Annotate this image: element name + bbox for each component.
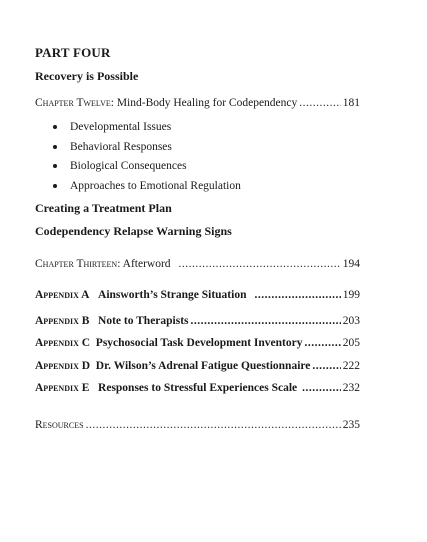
toc-entry-chapter-twelve[interactable]	[35, 96, 360, 110]
toc-entry-appendix-c[interactable]	[35, 336, 360, 350]
dot-leader	[302, 381, 341, 395]
bullet-icon	[53, 164, 57, 168]
appendix-title: Ainsworth’s Strange Situation	[98, 289, 247, 301]
page-number: 181	[342, 97, 360, 109]
toc-entry-resources[interactable]	[35, 418, 360, 432]
topic-label: Behavioral Responses	[70, 140, 172, 153]
chapter-label: Chapter Thirteen:	[35, 258, 121, 270]
dot-leader	[191, 314, 341, 328]
chapter-twelve-topics	[52, 120, 241, 199]
toc-entry-appendix-e[interactable]	[35, 381, 360, 395]
subhead-relapse-signs: Codependency Relapse Warning Signs	[35, 224, 232, 238]
dot-leader	[86, 418, 341, 432]
toc-entry-appendix-a[interactable]	[35, 288, 360, 302]
dot-leader	[254, 288, 340, 302]
dot-leader	[312, 359, 340, 373]
page-number: 194	[342, 258, 360, 270]
subhead-treatment-plan: Creating a Treatment Plan	[35, 201, 172, 215]
toc-entry-appendix-d[interactable]	[35, 359, 360, 373]
page-number: 205	[342, 337, 360, 349]
dot-leader	[179, 257, 341, 271]
list-item	[52, 120, 241, 140]
topic-label: Developmental Issues	[70, 121, 172, 133]
bullet-icon	[53, 184, 57, 188]
bullet-icon	[53, 145, 57, 149]
resources-label: Resources	[35, 419, 84, 431]
part-subtitle: Recovery is Possible	[35, 69, 139, 83]
page-number: 232	[342, 382, 360, 394]
toc-entry-appendix-b[interactable]	[35, 314, 360, 328]
appendix-label: Appendix B	[35, 315, 90, 327]
list-item	[52, 179, 241, 199]
topic-label: Biological Consequences	[70, 160, 187, 173]
appendix-title: Psychosocial Task Development Inventory	[95, 337, 303, 349]
appendix-label: Appendix A	[35, 289, 90, 301]
appendix-label: Appendix C	[35, 337, 91, 349]
page-number: 235	[342, 419, 360, 431]
appendix-title: Dr. Wilson’s Adrenal Fatigue Questionnaire	[95, 360, 311, 372]
part-title: PART FOUR	[35, 45, 111, 60]
bullet-icon	[53, 125, 57, 129]
page-number: 199	[342, 289, 360, 301]
appendix-title: Responses to Stressful Experiences Scale	[98, 382, 298, 394]
appendix-label: Appendix E	[35, 382, 90, 394]
appendix-label: Appendix D	[35, 360, 91, 372]
toc-entry-chapter-thirteen[interactable]	[35, 257, 360, 271]
page-number: 203	[342, 315, 360, 327]
topic-label: Approaches to Emotional Regulation	[70, 180, 241, 193]
dot-leader	[299, 96, 340, 110]
chapter-label: Chapter Twelve:	[35, 97, 114, 109]
list-item	[52, 159, 241, 179]
dot-leader	[305, 336, 341, 350]
appendix-title: Note to Therapists	[98, 315, 189, 327]
list-item	[52, 140, 241, 160]
page-number: 222	[342, 360, 360, 372]
chapter-title: Mind-Body Healing for Codependency	[113, 97, 298, 109]
chapter-title: Afterword	[120, 258, 171, 270]
